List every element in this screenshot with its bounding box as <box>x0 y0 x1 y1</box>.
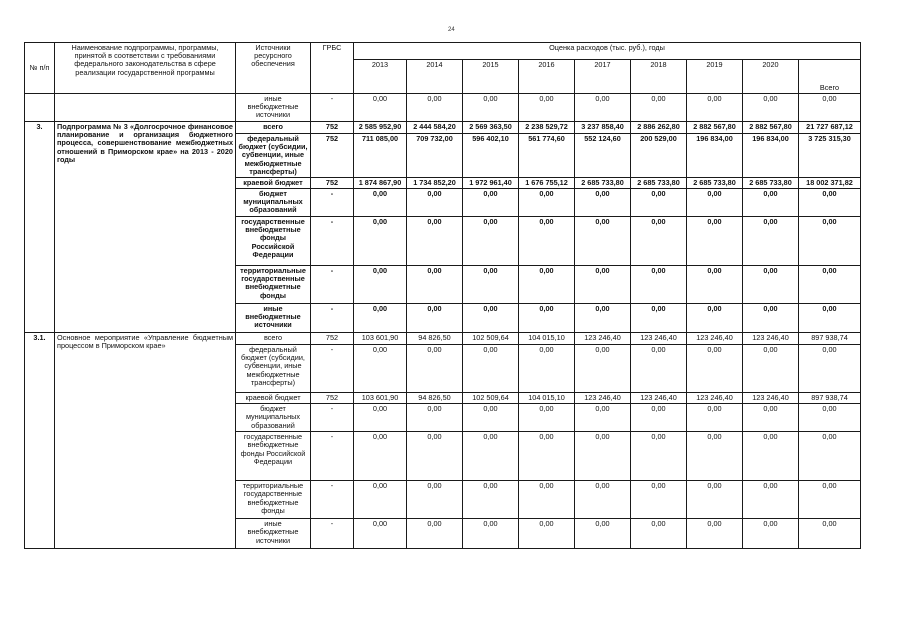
value-cell: 0,00 <box>519 404 575 432</box>
value-cell: 0,00 <box>354 94 407 122</box>
value-cell: 1 972 961,40 <box>463 177 519 188</box>
value-cell: 123 246,40 <box>687 333 743 345</box>
header-year: 2020 <box>743 60 799 94</box>
value-cell: 0,00 <box>687 345 743 393</box>
value-cell: 0,00 <box>575 94 631 122</box>
value-cell: 0,00 <box>354 189 407 217</box>
value-cell: 0,00 <box>631 404 687 432</box>
value-cell: 0,00 <box>631 345 687 393</box>
source-cell: иные внебюджетные источники <box>236 519 311 549</box>
value-cell: 0,00 <box>743 345 799 393</box>
value-cell: 2 585 952,90 <box>354 122 407 134</box>
value-cell: 0,00 <box>687 304 743 333</box>
value-cell: 0,00 <box>575 304 631 333</box>
value-cell: 1 734 852,20 <box>407 177 463 188</box>
value-cell: 0,00 <box>407 345 463 393</box>
grbs-cell: 752 <box>311 134 354 178</box>
total-cell: 0,00 <box>799 345 861 393</box>
total-cell: 897 938,74 <box>799 333 861 345</box>
value-cell: 2 685 733,80 <box>631 177 687 188</box>
value-cell: 2 882 567,80 <box>687 122 743 134</box>
grbs-cell: 752 <box>311 177 354 188</box>
total-cell: 0,00 <box>799 519 861 549</box>
value-cell: 0,00 <box>743 519 799 549</box>
total-cell: 897 938,74 <box>799 393 861 404</box>
total-cell: 0,00 <box>799 217 861 266</box>
value-cell: 104 015,10 <box>519 333 575 345</box>
value-cell: 0,00 <box>519 189 575 217</box>
header-grbs: ГРБС <box>311 43 354 94</box>
value-cell: 0,00 <box>743 481 799 519</box>
total-cell: 18 002 371,82 <box>799 177 861 188</box>
value-cell: 709 732,00 <box>407 134 463 178</box>
value-cell: 0,00 <box>575 432 631 481</box>
value-cell: 0,00 <box>407 304 463 333</box>
header-total: Всего <box>799 60 861 94</box>
value-cell: 0,00 <box>687 189 743 217</box>
value-cell: 123 246,40 <box>575 333 631 345</box>
value-cell: 123 246,40 <box>743 333 799 345</box>
grbs-cell: - <box>311 404 354 432</box>
value-cell: 711 085,00 <box>354 134 407 178</box>
value-cell: 2 238 529,72 <box>519 122 575 134</box>
value-cell: 1 676 755,12 <box>519 177 575 188</box>
value-cell: 0,00 <box>407 519 463 549</box>
value-cell: 0,00 <box>463 345 519 393</box>
value-cell: 0,00 <box>354 404 407 432</box>
total-cell: 3 725 315,30 <box>799 134 861 178</box>
value-cell: 0,00 <box>463 217 519 266</box>
value-cell: 0,00 <box>575 217 631 266</box>
value-cell: 0,00 <box>407 189 463 217</box>
value-cell: 0,00 <box>407 481 463 519</box>
value-cell: 0,00 <box>743 266 799 304</box>
header-estimate: Оценка расходов (тыс. руб.), годы <box>354 43 861 60</box>
grbs-cell: - <box>311 519 354 549</box>
section-name: Подпрограмма № 3 «Долгосрочное финансовое планирование и организация бюджетного процесса, совершенствование межбюджетных отношений в Приморском крае» на 2013 - 2020 годы <box>55 122 236 333</box>
value-cell: 0,00 <box>631 266 687 304</box>
budget-table <box>24 42 861 549</box>
value-cell: 552 124,60 <box>575 134 631 178</box>
name-cell <box>55 94 236 122</box>
value-cell: 0,00 <box>687 404 743 432</box>
value-cell: 0,00 <box>575 266 631 304</box>
total-cell: 0,00 <box>799 481 861 519</box>
value-cell: 1 874 867,90 <box>354 177 407 188</box>
value-cell: 0,00 <box>687 519 743 549</box>
header-year: 2016 <box>519 60 575 94</box>
value-cell: 0,00 <box>354 304 407 333</box>
value-cell: 0,00 <box>407 266 463 304</box>
value-cell: 0,00 <box>519 345 575 393</box>
value-cell: 0,00 <box>519 432 575 481</box>
value-cell: 0,00 <box>463 432 519 481</box>
value-cell: 2 685 733,80 <box>575 177 631 188</box>
grbs-cell: - <box>311 432 354 481</box>
grbs-cell: - <box>311 304 354 333</box>
source-cell: иные внебюджетные источники <box>236 304 311 333</box>
value-cell: 0,00 <box>354 432 407 481</box>
value-cell: 0,00 <box>631 94 687 122</box>
source-cell: иные внебюджетные источники <box>236 94 311 122</box>
value-cell: 2 685 733,80 <box>687 177 743 188</box>
section-name: Основное мероприятие «Управление бюджетным процессом в Приморском крае» <box>55 333 236 549</box>
header-year: 2013 <box>354 60 407 94</box>
value-cell: 196 834,00 <box>687 134 743 178</box>
value-cell: 104 015,10 <box>519 393 575 404</box>
value-cell: 0,00 <box>354 266 407 304</box>
total-cell: 0,00 <box>799 266 861 304</box>
grbs-cell: 752 <box>311 333 354 345</box>
value-cell: 123 246,40 <box>743 393 799 404</box>
value-cell: 0,00 <box>519 304 575 333</box>
value-cell: 596 402,10 <box>463 134 519 178</box>
value-cell: 2 685 733,80 <box>743 177 799 188</box>
grbs-cell: - <box>311 94 354 122</box>
grbs-cell: - <box>311 217 354 266</box>
source-cell: государственные внебюджетные фонды Российской Федерации <box>236 217 311 266</box>
value-cell: 103 601,90 <box>354 393 407 404</box>
total-cell: 0,00 <box>799 432 861 481</box>
value-cell: 0,00 <box>575 189 631 217</box>
value-cell: 0,00 <box>687 481 743 519</box>
grbs-cell: - <box>311 345 354 393</box>
value-cell: 0,00 <box>687 217 743 266</box>
value-cell: 0,00 <box>463 404 519 432</box>
num-cell <box>25 94 55 122</box>
section-number: 3.1. <box>25 333 55 549</box>
value-cell: 0,00 <box>354 519 407 549</box>
grbs-cell: - <box>311 481 354 519</box>
source-cell: федеральный бюджет (субсидии, субвенции, иные межбюджетные трансферты) <box>236 134 311 178</box>
header-year: 2014 <box>407 60 463 94</box>
value-cell: 0,00 <box>463 304 519 333</box>
source-cell: всего <box>236 333 311 345</box>
source-cell: территориальные государственные внебюджетные фонды <box>236 481 311 519</box>
value-cell: 0,00 <box>354 345 407 393</box>
value-cell: 0,00 <box>575 519 631 549</box>
header-year: 2018 <box>631 60 687 94</box>
table-row <box>25 122 861 134</box>
header-year: 2019 <box>687 60 743 94</box>
source-cell: территориальные государственные внебюджетные фонды <box>236 266 311 304</box>
value-cell: 0,00 <box>519 481 575 519</box>
value-cell: 0,00 <box>687 94 743 122</box>
value-cell: 94 826,50 <box>407 333 463 345</box>
table-row <box>25 94 861 122</box>
value-cell: 0,00 <box>407 404 463 432</box>
value-cell: 0,00 <box>743 404 799 432</box>
value-cell: 0,00 <box>631 519 687 549</box>
value-cell: 0,00 <box>463 94 519 122</box>
value-cell: 561 774,60 <box>519 134 575 178</box>
value-cell: 196 834,00 <box>743 134 799 178</box>
grbs-cell: - <box>311 189 354 217</box>
value-cell: 0,00 <box>631 304 687 333</box>
source-cell: краевой бюджет <box>236 177 311 188</box>
value-cell: 0,00 <box>631 432 687 481</box>
value-cell: 102 509,64 <box>463 393 519 404</box>
total-cell: 0,00 <box>799 94 861 122</box>
value-cell: 0,00 <box>631 481 687 519</box>
source-cell: бюджет муниципальных образований <box>236 404 311 432</box>
value-cell: 0,00 <box>743 304 799 333</box>
grbs-cell: 752 <box>311 393 354 404</box>
value-cell: 0,00 <box>519 94 575 122</box>
value-cell: 0,00 <box>354 481 407 519</box>
header-year: 2015 <box>463 60 519 94</box>
value-cell: 94 826,50 <box>407 393 463 404</box>
value-cell: 0,00 <box>463 189 519 217</box>
value-cell: 0,00 <box>575 481 631 519</box>
section-number: 3. <box>25 122 55 333</box>
value-cell: 0,00 <box>463 481 519 519</box>
header-source: Источники ресурсного обеспечения <box>236 43 311 94</box>
value-cell: 2 886 262,80 <box>631 122 687 134</box>
page-number: 24 <box>448 27 455 33</box>
value-cell: 3 237 858,40 <box>575 122 631 134</box>
source-cell: всего <box>236 122 311 134</box>
value-cell: 103 601,90 <box>354 333 407 345</box>
header-num: № п/п <box>25 43 55 94</box>
value-cell: 0,00 <box>743 217 799 266</box>
value-cell: 0,00 <box>631 189 687 217</box>
value-cell: 2 882 567,80 <box>743 122 799 134</box>
value-cell: 2 569 363,50 <box>463 122 519 134</box>
source-cell: государственные внебюджетные фонды Российской Федерации <box>236 432 311 481</box>
header-year: 2017 <box>575 60 631 94</box>
value-cell: 0,00 <box>575 345 631 393</box>
value-cell: 0,00 <box>463 266 519 304</box>
value-cell: 0,00 <box>407 432 463 481</box>
value-cell: 123 246,40 <box>631 333 687 345</box>
value-cell: 0,00 <box>407 94 463 122</box>
value-cell: 123 246,40 <box>575 393 631 404</box>
value-cell: 0,00 <box>687 266 743 304</box>
value-cell: 2 444 584,20 <box>407 122 463 134</box>
source-cell: федеральный бюджет (субсидии, субвенции, иные межбюджетные трансферты) <box>236 345 311 393</box>
total-cell: 21 727 687,12 <box>799 122 861 134</box>
value-cell: 0,00 <box>519 217 575 266</box>
source-cell: бюджет муниципальных образований <box>236 189 311 217</box>
value-cell: 0,00 <box>519 266 575 304</box>
total-cell: 0,00 <box>799 404 861 432</box>
value-cell: 123 246,40 <box>687 393 743 404</box>
total-cell: 0,00 <box>799 304 861 333</box>
value-cell: 0,00 <box>743 189 799 217</box>
value-cell: 0,00 <box>519 519 575 549</box>
value-cell: 0,00 <box>575 404 631 432</box>
table-row <box>25 333 861 345</box>
value-cell: 0,00 <box>631 217 687 266</box>
grbs-cell: 752 <box>311 122 354 134</box>
source-cell: краевой бюджет <box>236 393 311 404</box>
value-cell: 0,00 <box>743 94 799 122</box>
value-cell: 102 509,64 <box>463 333 519 345</box>
value-cell: 0,00 <box>463 519 519 549</box>
value-cell: 200 529,00 <box>631 134 687 178</box>
grbs-cell: - <box>311 266 354 304</box>
value-cell: 0,00 <box>354 217 407 266</box>
value-cell: 0,00 <box>687 432 743 481</box>
total-cell: 0,00 <box>799 189 861 217</box>
value-cell: 0,00 <box>743 432 799 481</box>
value-cell: 0,00 <box>407 217 463 266</box>
header-name: Наименование подпрограммы, программы, принятой в соответствии с требованиями федерального законодательства в сфере реализации государственной программы <box>55 43 236 94</box>
value-cell: 123 246,40 <box>631 393 687 404</box>
